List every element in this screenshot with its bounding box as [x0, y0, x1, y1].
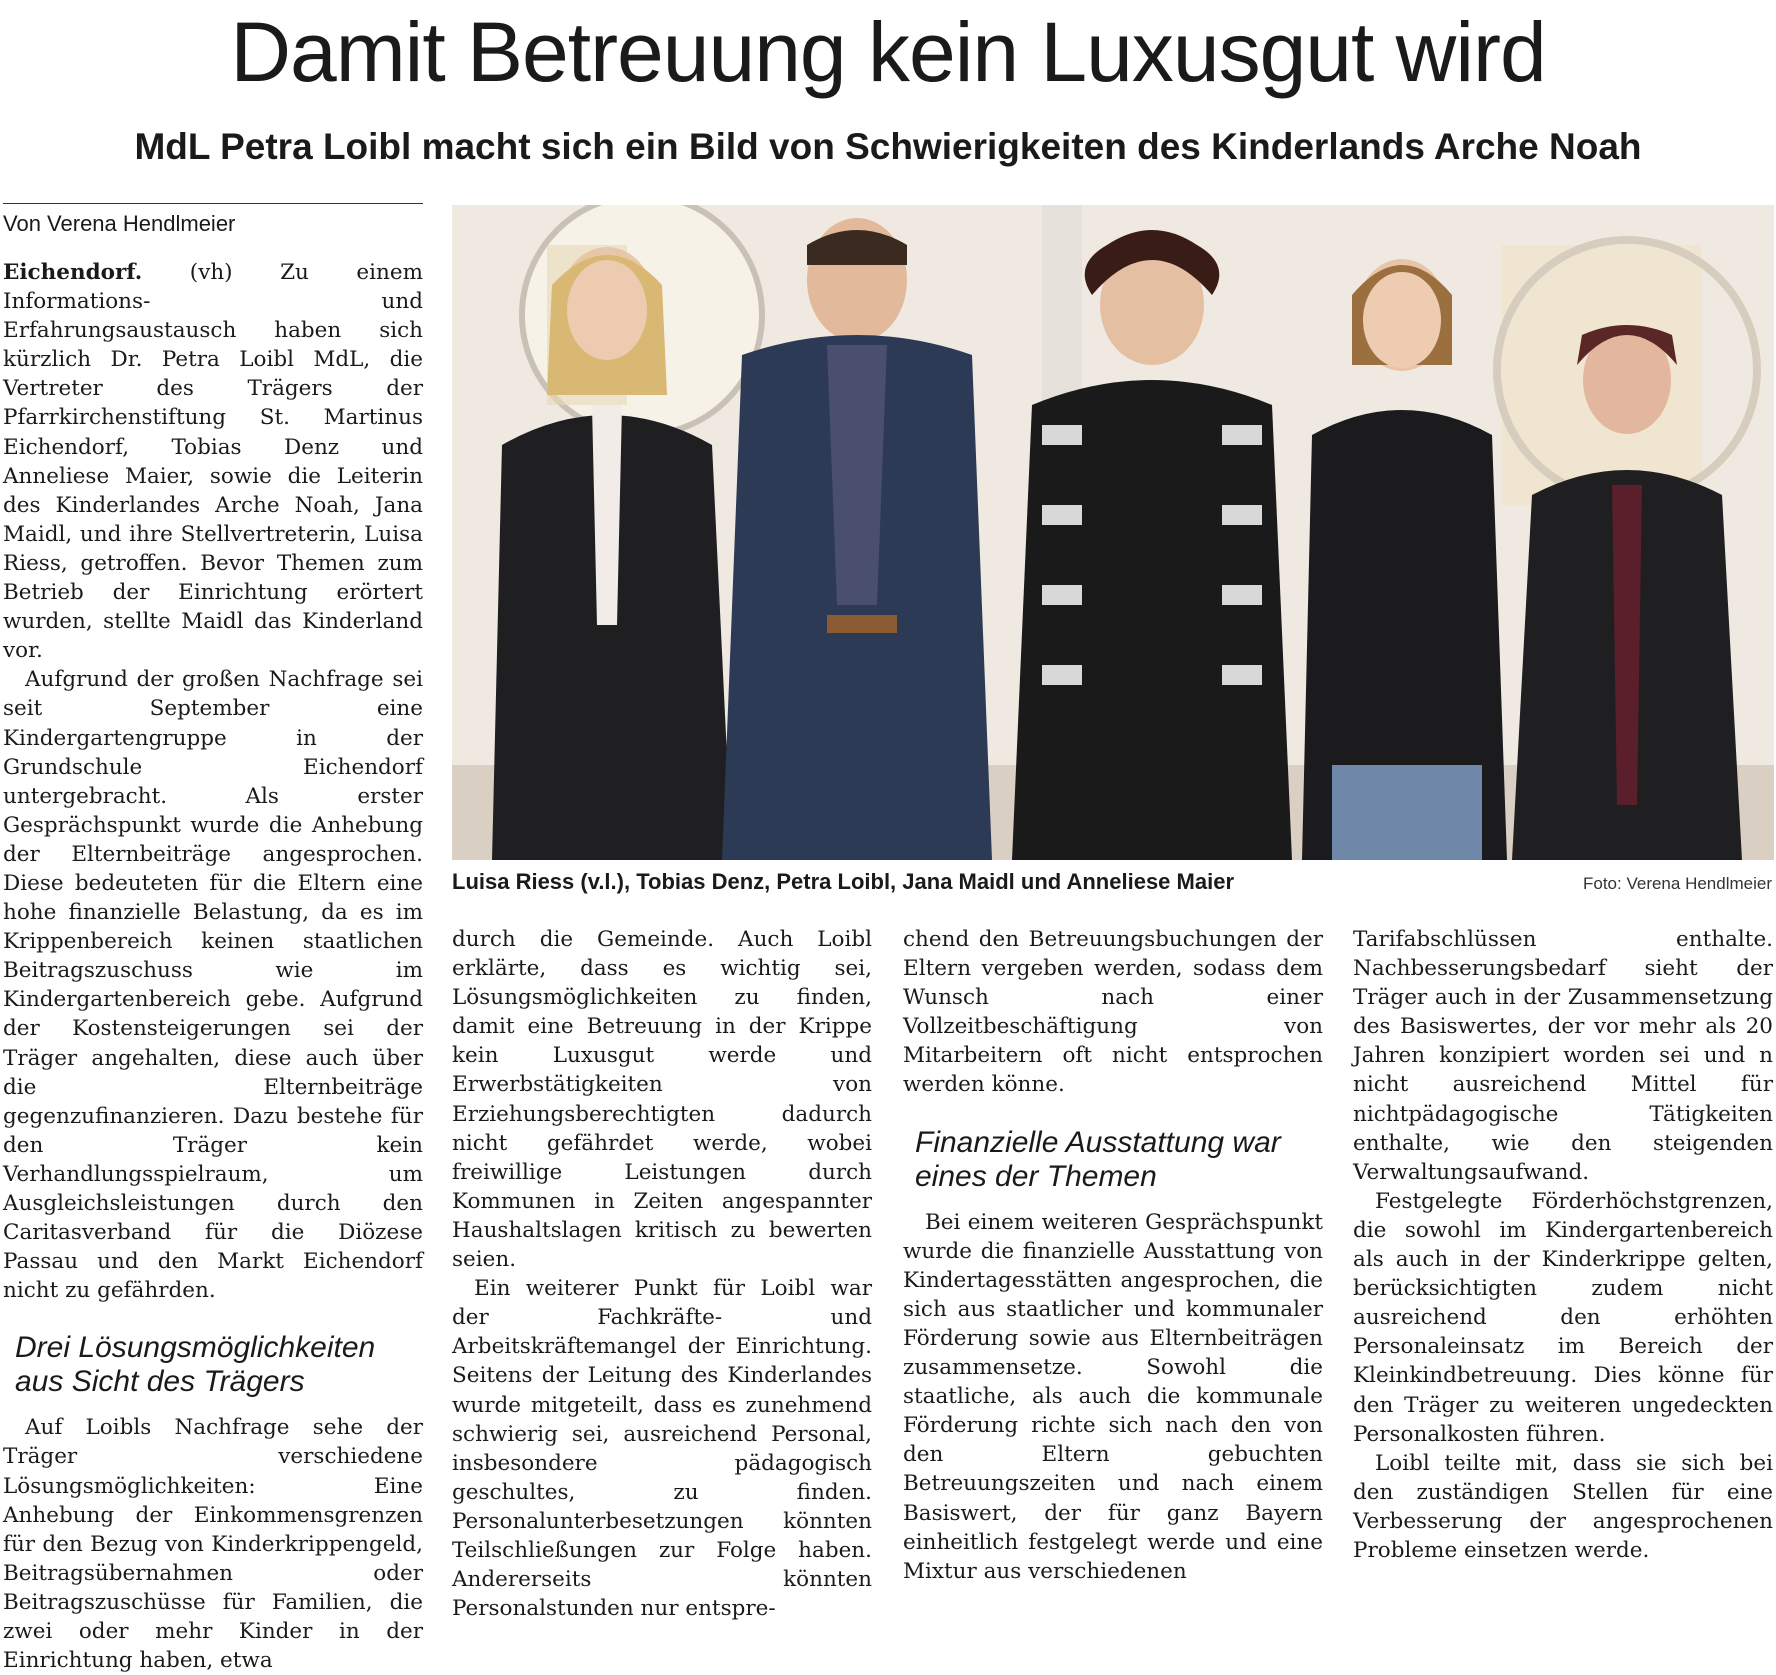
article-column-2 — [452, 925, 872, 1623]
paragraph: Auf Loibls Nachfrage sehe der Träger verschiedene Lösungsmöglichkeiten: Eine Anhebung der Einkommensgrenzen für den Bezug von Kinderkrippengeld, Beitragsübernahmen oder Beitragszuschüsse für Familien, die zwei oder mehr Kinder in der Einrichtung haben, etwa — [3, 1415, 423, 1674]
paragraph-text: (vh) Zu einem Informations- und Erfahrungsaustausch haben sich kürzlich Dr. Petra Loibl MdL, die Vertreter des Trägers der Pfarrkirchenstiftung St. Martinus Eichendorf, Tobias Denz und Anneliese Maier, sowie die Leiterin des Kinderlandes Arche Noah, Jana Maidl, und ihre Stellvertreterin, Luisa Riess, getroffen. Bevor Themen zum Betrieb der Einrichtung erörtert wurden, stellte Maidl das Kinderland vor. — [3, 260, 423, 664]
article-column-4 — [1353, 925, 1773, 1565]
paragraph: Ein weiterer Punkt für Loibl war der Fachkräfte- und Arbeitskräftemangel der Einrichtung. Seitens der Leitung des Kinderlandes wurde mitgeteilt, dass es zunehmend schwierig sei, ausreichend Personal, insbesondere pädagogisch geschultes, zu finden. Personalunterbesetzungen könnten Teilschließungen zur Folge haben. Andererseits könnten Personalstunden nur entspre- — [452, 1276, 872, 1622]
paragraph — [3, 258, 423, 665]
paragraph: Bei einem weiteren Gesprächspunkt wurde die finanzielle Ausstattung von Kindertagesstätten angesprochen, die sich aus staatlicher und kommunaler Förderung sowie aus Elternbeiträgen zusammensetze. Sowohl die staatliche, als auch die kommunale Förderung richte sich nach den von den Eltern gebuchten Betreuungszeiten und nach einem Basiswert, der für ganz Bayern einheitlich festgelegt werde und eine Mixtur aus verschiedenen — [903, 1209, 1323, 1584]
paragraph: Loibl teilte mit, dass sie sich bei den zuständigen Stellen für eine Verbesserung der angesprochenen Probleme einsetzen werde. — [1353, 1450, 1773, 1563]
divider — [3, 203, 423, 204]
article-column-1 — [3, 258, 423, 1675]
group-photo — [452, 205, 1774, 860]
paragraph: chend den Betreuungsbuchungen der Eltern vergeben werden, sodass dem Wunsch nach einer Vollzeitbeschäftigung von Mitarbeitern oft nicht entsprochen werden könne. — [903, 927, 1323, 1098]
photo-credit: Foto: Verena Hendlmeier — [1583, 874, 1772, 893]
paragraph: Aufgrund der großen Nachfrage sei seit September eine Kindergartengruppe in der Grundschule Eichendorf untergebracht. Als erster Gesprächspunkt wurde die Anhebung der Elternbeiträge angesprochen. Diese bedeuteten für die Eltern eine hohe finanzielle Belastung, da es im Krippenbereich keinen staatlichen Beitragszuschuss wie im Kindergartenbereich gebe. Aufgrund der Kostensteigerungen sei der Träger angehalten, diese auch über die Elternbeiträge gegenzufinanzieren. Dazu bestehe für den Träger kein Verhandlungsspielraum, um Ausgleichsleistungen durch den Caritasverband für die Diözese Passau und den Markt Eichendorf nicht zu gefährden. — [3, 667, 423, 1304]
subheading: Finanzielle Ausstattung war eines der Themen — [915, 1125, 1281, 1193]
article-column-3 — [903, 925, 1323, 1586]
photo-caption: Luisa Riess (v.l.), Tobias Denz, Petra Loibl, Jana Maidl und Anneliese Maier — [452, 869, 1234, 894]
dateline: Eichendorf. — [3, 260, 143, 285]
headline: Damit Betreuung kein Luxusgut wird — [230, 5, 1546, 99]
paragraph: durch die Gemeinde. Auch Loibl erklärte, dass es wichtig sei, Lösungsmöglichkeiten zu finden, damit eine Betreuung in der Krippe kein Luxusgut werde und Erwerbstätigkeiten von Erziehungsberechtigten dadurch nicht gefährdet werde, wobei freiwillige Leistungen durch Kommunen in Zeiten angespannter Haushaltslagen kritisch zu bewerten seien. — [452, 927, 872, 1273]
paragraph: Tarifabschlüssen enthalte. Nachbesserungsbedarf sieht der Träger auch in der Zusammensetzung des Basiswertes, der vor mehr als 20 Jahren konzipiert worden sei und n nicht ausreichend Mittel für nichtpädagogische Tätigkeiten enthalte, wie den steigenden Verwaltungsaufwand. — [1353, 927, 1773, 1185]
subheadline: MdL Petra Loibl macht sich ein Bild von Schwierigkeiten des Kinderlands Arche Noah — [134, 126, 1642, 167]
subheading: Drei Lösungsmöglichkeiten aus Sicht des Trägers — [15, 1331, 376, 1399]
paragraph: Festgelegte Förderhöchstgrenzen, die sowohl im Kindergartenbereich als auch in der Kinderkrippe gelten, berücksichtigten zudem nicht ausreichend den erhöhten Personaleinsatz im Bereich der Kleinkindbetreuung. Dies könne für den Träger zu weiteren ungedeckten Personalkosten führen. — [1353, 1188, 1773, 1447]
photo-illustration — [452, 205, 1774, 860]
byline: Von Verena Hendlmeier — [3, 211, 236, 236]
